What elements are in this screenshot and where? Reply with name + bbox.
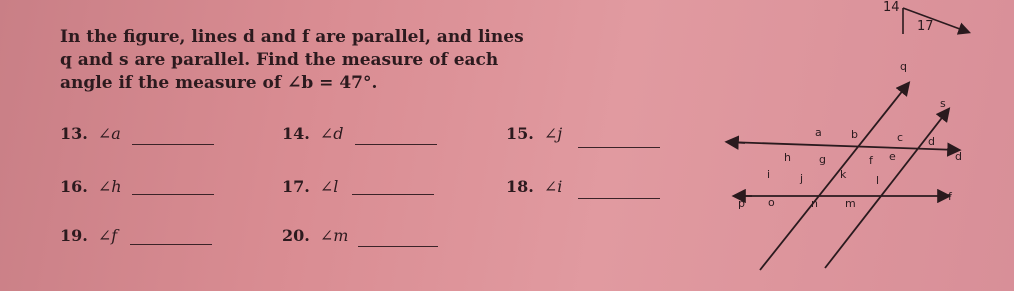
question-angle: ∠h — [97, 177, 122, 196]
label-line-s: s — [940, 97, 946, 110]
line-d — [728, 142, 958, 150]
question-number: 16. — [60, 177, 88, 196]
angle-label-o: o — [768, 196, 775, 209]
question-angle: ∠f — [97, 226, 118, 245]
angle-label-d: d — [928, 135, 935, 148]
angle-label-l: l — [876, 174, 880, 187]
line-q — [760, 84, 908, 270]
question-number: 17. — [282, 177, 310, 196]
label-line-q: q — [900, 60, 907, 73]
previous-number-14: 14 — [883, 0, 900, 15]
question-number: 18. — [506, 177, 534, 196]
angle-label-c: c — [897, 131, 904, 144]
problem-line-1: In the figure, lines d and f are parallel, and lines — [60, 27, 524, 47]
question-angle: ∠i — [543, 177, 563, 196]
angle-label-i: i — [767, 168, 771, 181]
question-angle: ∠j — [543, 124, 563, 143]
angle-label-k: k — [840, 168, 847, 181]
label-line-d: d — [955, 150, 962, 163]
arrow-line — [903, 8, 968, 32]
question-number: 20. — [282, 226, 310, 245]
angle-label-h: h — [784, 151, 791, 164]
angle-label-f: f — [869, 154, 873, 167]
angle-label-b: b — [851, 128, 858, 141]
angle-label-m: m — [845, 197, 856, 210]
line-d-left-arrow — [728, 142, 745, 143]
angle-label-g: g — [819, 153, 826, 166]
question-angle: ∠d — [319, 124, 344, 143]
angle-label-n: n — [811, 197, 818, 210]
question-angle: ∠l — [319, 177, 339, 196]
line-s — [825, 110, 948, 268]
question-number: 19. — [60, 226, 88, 245]
previous-number-17: 17 — [917, 19, 934, 34]
question-angle: ∠a — [97, 124, 121, 143]
label-line-f: f — [948, 190, 952, 203]
angle-label-a: a — [815, 126, 822, 139]
label-line-p: p — [738, 197, 745, 210]
problem-line-3: angle if the measure of ∠b = 47°. — [60, 73, 378, 93]
question-number: 15. — [506, 124, 534, 143]
angle-label-e: e — [889, 150, 896, 163]
question-angle: ∠m — [319, 226, 349, 245]
question-number: 14. — [282, 124, 310, 143]
question-number: 13. — [60, 124, 88, 143]
problem-line-2: q and s are parallel. Find the measure of each — [60, 50, 499, 70]
angle-label-j: j — [800, 172, 804, 185]
